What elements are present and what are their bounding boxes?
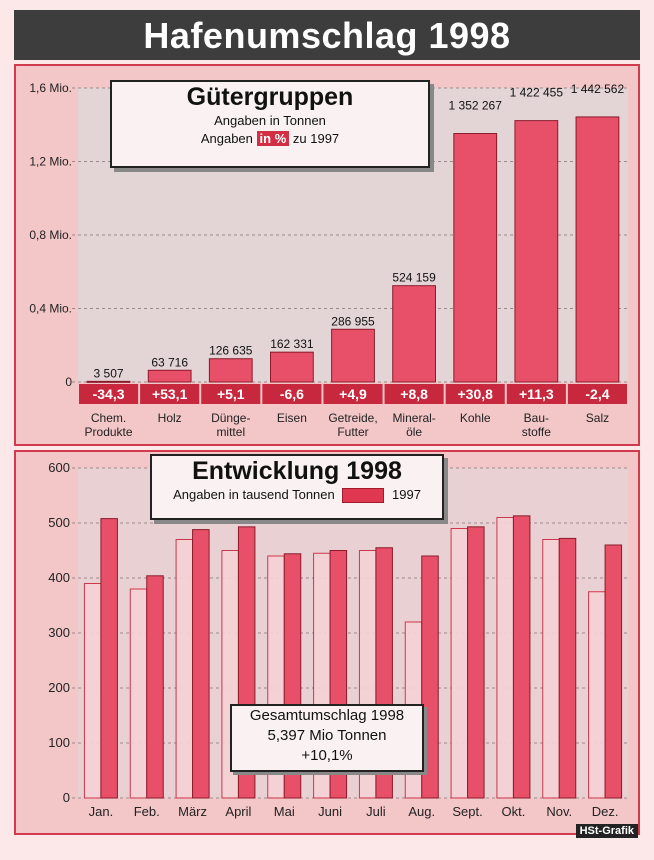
value-label: 3 507 bbox=[93, 366, 124, 381]
guetergruppen-subtitle-percent bbox=[112, 130, 428, 148]
x-tick-label: März bbox=[178, 804, 208, 819]
x-tick-label: Aug. bbox=[408, 804, 436, 819]
x-tick-label: Dez. bbox=[591, 804, 619, 819]
x-tick-label: mittel bbox=[216, 425, 246, 439]
x-tick-label: Futter bbox=[337, 425, 369, 439]
value-label: 524 159 bbox=[392, 270, 436, 285]
bar-1998 bbox=[176, 540, 193, 799]
x-tick-label: Kohle bbox=[459, 411, 491, 425]
y-tick-label: 0 bbox=[65, 375, 72, 389]
x-tick-label: Produkte bbox=[84, 425, 133, 439]
pct-label: +4,9 bbox=[339, 386, 367, 402]
y-tick-label: 0,8 Mio. bbox=[29, 228, 72, 242]
bar-1998 bbox=[451, 529, 468, 799]
pct-label: -2,4 bbox=[585, 386, 610, 402]
pct-label: -34,3 bbox=[92, 386, 125, 402]
bar bbox=[87, 381, 130, 382]
y-tick-label: 0,4 Mio. bbox=[29, 301, 72, 316]
value-label: 286 955 bbox=[331, 314, 375, 329]
bar bbox=[271, 352, 314, 382]
gesamtumschlag-box bbox=[230, 704, 424, 772]
bar-1997 bbox=[147, 576, 164, 798]
y-tick-label: 500 bbox=[48, 515, 70, 530]
x-tick-label: Sept. bbox=[452, 804, 483, 819]
guetergruppen-label-box bbox=[110, 80, 430, 168]
entwicklung-label-box bbox=[150, 454, 444, 520]
y-tick-label: 100 bbox=[48, 735, 70, 750]
entwicklung-title: Entwicklung 1998 bbox=[192, 457, 402, 485]
x-tick-label: Nov. bbox=[546, 804, 573, 819]
bar-1997 bbox=[559, 538, 576, 798]
bar-1997 bbox=[605, 545, 622, 798]
pct-label: +53,1 bbox=[151, 386, 188, 402]
credit-label: HSt-Grafik bbox=[576, 824, 638, 838]
subtitle-highlight: in % bbox=[257, 131, 290, 146]
bar-1998 bbox=[84, 584, 101, 799]
gesamt-line-3: +10,1% bbox=[301, 747, 353, 764]
y-tick-label: 1,2 Mio. bbox=[29, 154, 72, 169]
pct-label: +11,3 bbox=[519, 386, 554, 402]
x-tick-label: Jan. bbox=[88, 804, 114, 819]
panel-guetergruppen bbox=[14, 64, 640, 446]
guetergruppen-title: Gütergruppen bbox=[186, 83, 354, 111]
value-label: 63 716 bbox=[151, 355, 189, 370]
pct-label: -6,6 bbox=[279, 386, 304, 402]
x-tick-label: Chem. bbox=[90, 411, 127, 425]
bar-1998 bbox=[497, 518, 513, 799]
subtitle-post: zu 1997 bbox=[292, 131, 340, 146]
x-tick-label: Dünge- bbox=[211, 411, 251, 425]
bar bbox=[148, 370, 191, 382]
bar bbox=[332, 329, 375, 382]
subtitle-pre: Angaben bbox=[200, 131, 253, 146]
legend-1997-label: 1997 bbox=[392, 487, 421, 502]
x-tick-label: Feb. bbox=[133, 804, 160, 819]
bar bbox=[393, 286, 436, 382]
x-tick-label: Juli bbox=[366, 804, 386, 819]
bar-1997 bbox=[513, 516, 530, 798]
value-label: 1 442 562 bbox=[570, 81, 625, 96]
panel-entwicklung bbox=[14, 450, 640, 835]
legend-1997-swatch bbox=[342, 488, 384, 503]
page-title: Hafenumschlag 1998 bbox=[14, 10, 640, 60]
y-tick-label: 1,6 Mio. bbox=[29, 81, 72, 95]
x-tick-label: Mineral- bbox=[392, 411, 436, 425]
bar bbox=[576, 117, 619, 382]
gesamt-line-2: 5,397 Mio Tonnen bbox=[267, 727, 387, 744]
bar-1997 bbox=[101, 519, 118, 798]
pct-label: +8,8 bbox=[400, 386, 428, 402]
value-label: 162 331 bbox=[270, 337, 314, 352]
y-tick-label: 200 bbox=[48, 680, 70, 695]
bar-1998 bbox=[543, 540, 560, 799]
bar-1997 bbox=[422, 556, 439, 798]
value-label: 126 635 bbox=[209, 343, 253, 358]
x-tick-label: Holz bbox=[157, 411, 182, 425]
value-label: 1 422 455 bbox=[509, 85, 564, 100]
y-tick-label: 0 bbox=[62, 790, 70, 805]
x-tick-label: öle bbox=[406, 425, 423, 439]
bar-1998 bbox=[130, 589, 147, 798]
x-tick-label: April bbox=[225, 804, 252, 819]
entwicklung-subtitle bbox=[152, 486, 442, 504]
pct-label: +5,1 bbox=[216, 386, 245, 402]
bar bbox=[454, 134, 497, 382]
bar-1998 bbox=[589, 592, 606, 798]
x-tick-label: Eisen bbox=[276, 411, 307, 425]
x-tick-label: Bau- bbox=[523, 411, 550, 425]
x-tick-label: Salz bbox=[585, 411, 610, 425]
x-tick-label: Okt. bbox=[501, 804, 526, 819]
y-tick-label: 600 bbox=[48, 460, 70, 475]
entwicklung-subtitle-text: Angaben in tausend Tonnen bbox=[173, 487, 335, 502]
value-label: 1 352 267 bbox=[448, 98, 502, 113]
y-tick-label: 300 bbox=[48, 625, 70, 640]
gesamt-line-1: Gesamtumschlag 1998 bbox=[249, 707, 405, 724]
bar-1997 bbox=[193, 530, 210, 798]
x-tick-label: stoffe bbox=[521, 425, 551, 439]
bar-1997 bbox=[468, 527, 485, 798]
pct-label: +30,8 bbox=[457, 386, 493, 402]
x-tick-label: Mai bbox=[273, 804, 295, 819]
guetergruppen-subtitle-tonnen: Angaben in Tonnen bbox=[214, 113, 326, 128]
bar bbox=[515, 121, 558, 382]
x-tick-label: Juni bbox=[318, 804, 343, 819]
y-tick-label: 400 bbox=[48, 570, 70, 585]
bar bbox=[209, 359, 252, 382]
x-tick-label: Getreide, bbox=[328, 411, 378, 425]
